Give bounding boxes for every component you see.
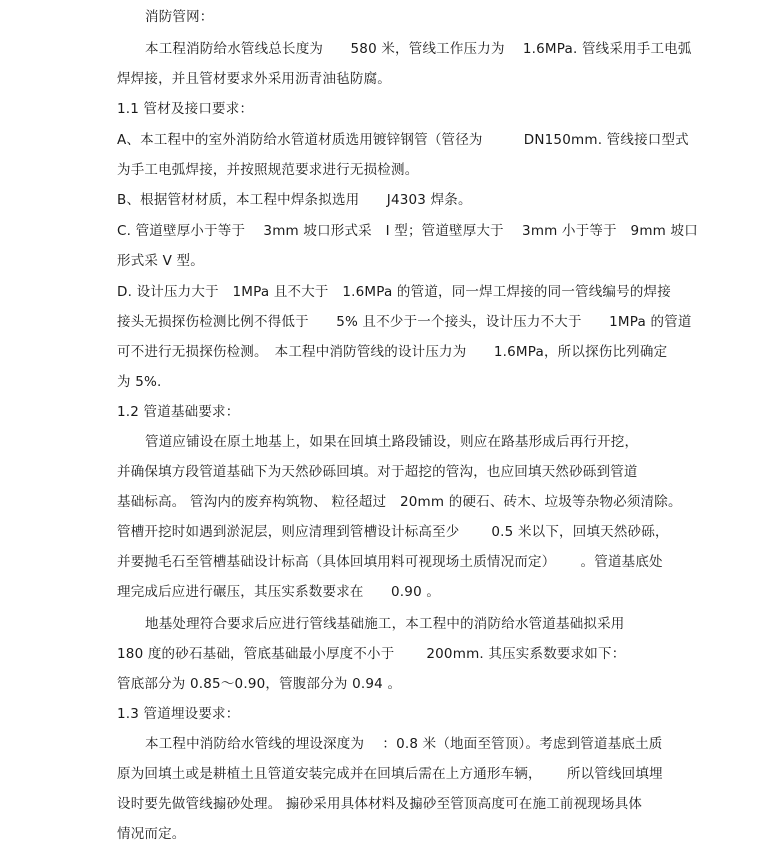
heading-fire-pipe-network: 消防管网：: [145, 9, 214, 25]
section-heading-1-1: 1.1 管材及接口要求：: [117, 101, 254, 117]
paragraph-line: C. 管道壁厚小于等于 3mm 坡口形式采 I 型；管道壁厚大于 3mm 小于等于 9mm 坡口: [117, 223, 698, 239]
paragraph-line: 为 5%.: [117, 374, 162, 390]
section-heading-1-2: 1.2 管道基础要求：: [117, 404, 240, 420]
paragraph-line: 本工程中消防给水管线的埋设深度为 ：0.8 米（地面至管顶）。考虑到管道基底土质: [145, 736, 663, 752]
section-heading-1-3: 1.3 管道埋设要求：: [117, 706, 240, 722]
paragraph-line: B、根据管材材质，本工程中焊条拟选用 J4303 焊条。: [117, 192, 472, 208]
paragraph-line: 管槽开挖时如遇到淤泥层，则应清理到管槽设计标高至少 0.5 米以下，回填天然砂砾，: [117, 524, 669, 540]
paragraph-line: A、本工程中的室外消防给水管道材质选用镀锌钢管（管径为 DN150mm. 管线接口型式: [117, 132, 689, 148]
paragraph-line: 设时要先做管线搧砂处理。 搧砂采用具体材料及搧砂至管顶高度可在施工前视现场具体: [117, 796, 643, 812]
paragraph-line: 并要抛毛石至管槽基础设计标高（具体回填用料可视现场土质情况而定） 。管道基底处: [117, 554, 663, 570]
paragraph-line: 本工程消防给水管线总长度为 580 米，管线工作压力为 1.6MPa. 管线采用手工电弧: [145, 41, 692, 57]
paragraph-line: 可不进行无损探伤检测。 本工程中消防管线的设计压力为 1.6MPa，所以探伤比列确定: [117, 344, 668, 360]
paragraph-line: 焊焊接，并且管材要求外采用沥青油毡防腐。: [117, 71, 391, 87]
paragraph-line: 并确保填方段管道基础下为天然砂砾回填。对于超挖的管沟，也应回填天然砂砾到管道: [117, 464, 638, 480]
paragraph-line: 基础标高。 管沟内的废弃构筑物、 粒径超过 20mm 的硬石、砖木、垃圾等杂物必须清除。: [117, 494, 682, 510]
paragraph-line: 情况而定。: [117, 826, 186, 842]
paragraph-line: 原为回填土或是耕植土且管道安装完成并在回填后需在上方通形车辆， 所以管线回填埋: [117, 766, 663, 782]
paragraph-line: 管道应铺设在原土地基上，如果在回填土路段铺设，则应在路基形成后再行开挖，: [145, 434, 639, 450]
paragraph-line: 为手工电弧焊接，并按照规范要求进行无损检测。: [117, 162, 419, 178]
paragraph-line: 形式采 V 型。: [117, 253, 204, 269]
paragraph-line: 管底部分为 0.85～0.90，管腹部分为 0.94 。: [117, 676, 402, 692]
paragraph-line: 理完成后应进行碾压，其压实系数要求在 0.90 。: [117, 584, 441, 600]
paragraph-line: D. 设计压力大于 1MPa 且不大于 1.6MPa 的管道，同一焊工焊接的同一管线编号的焊接: [117, 284, 671, 300]
paragraph-line: 接头无损探伤检测比例不得低于 5% 且不少于一个接头，设计压力不大于 1MPa 的管道: [117, 314, 692, 330]
paragraph-line: 180 度的砂石基础，管底基础最小厚度不小于 200mm. 其压实系数要求如下：: [117, 646, 626, 662]
paragraph-line: 地基处理符合要求后应进行管线基础施工，本工程中的消防给水管道基础拟采用: [145, 616, 625, 632]
